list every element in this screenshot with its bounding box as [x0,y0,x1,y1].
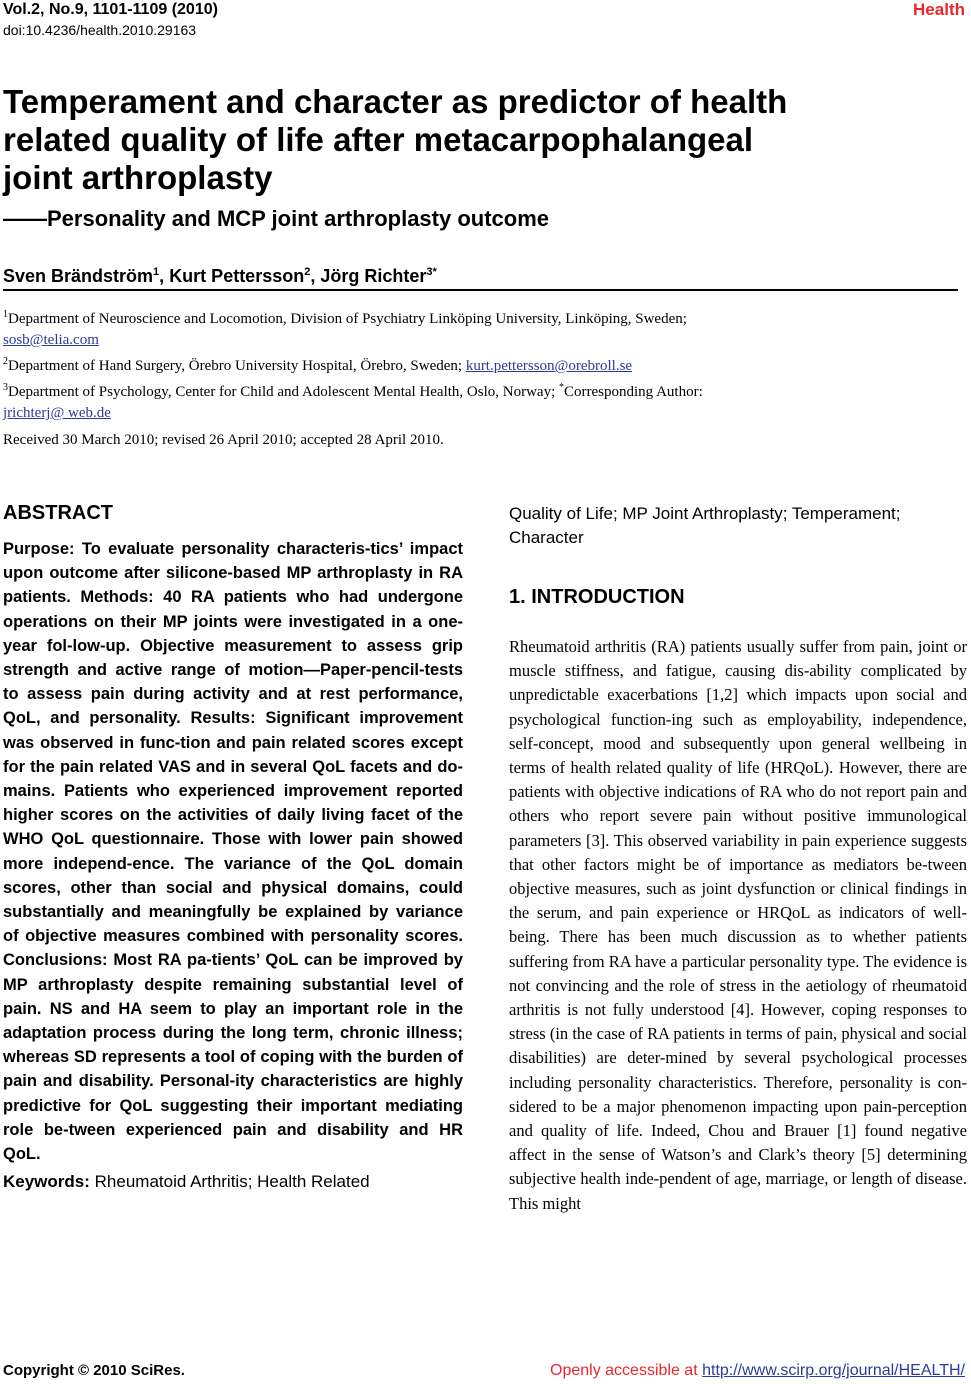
journal-url-link[interactable]: http://www.scirp.org/journal/HEALTH/ [702,1362,965,1379]
author-separator: , [310,266,321,286]
received-dates: Received 30 March 2010; revised 26 April 2010; accepted 28 April 2010. [3,432,444,448]
affiliation-number: 1 [3,309,8,320]
affiliation-2 [3,351,943,377]
copyright: Copyright © 2010 SciRes. [3,1362,185,1379]
keywords-label: Keywords: [3,1172,90,1192]
volume-info: Vol.2, No.9, 1101-1109 (2010) [3,1,218,18]
author-name: Kurt Pettersson [169,266,305,286]
corresponding-label: Corresponding Author: [564,384,703,400]
keywords-continued: Quality of Life; MP Joint Arthroplasty; Temperament; Character [509,504,901,547]
journal-name: Health [913,0,965,19]
affiliation-text: Department of Psychology, Center for Child and Adolescent Mental Health, Oslo, Norway; [8,384,559,400]
affiliation-1 [3,304,943,330]
introduction-text: Rheumatoid arthritis (RA) patients usually suffer from pain, joint or muscle stiffness, and fatigue, causing dis-ability complicated by unpredictable exacerbations [1,2] which impacts upon social and psychological function-ing such as employability, independence, self-concept, mood and subsequently upon general wellbeing in terms of health related quality of life (HRQoL). However, there are patients with objective indications of RA who do not report pain and others who report severe pain without positive immunological parameters [3]. This observed variability in pain experience suggests that other factors might be of importance as mediators be-tween objective measures, such as joint dysfunction or clinical findings in the serum, and pain experience or HRQoL as indicators of well-being. There has been much discussion as to whether patients suffering from RA have a particular personality type. The evidence is not convincing and the role of stress in the aetiology of rheumatoid arthritis is not fully understood [4]. However, coping responses to stress (in the case of RA patients in terms of pain, physical and social disabilities) are deter-mined by several psychological processes including personality characteristics. Therefore, personality is con-sidered to be a major phenomenon impacting upon pain-perception and quality of life. Indeed, Chou and Brauer [1] found negative affect in the sense of Watson’s and Clark’s theory [5] determining subjective health inde-pendent of age, marriage, or length of disease. This might [509,637,967,1213]
author-name: Sven Brändström [3,266,154,286]
author-affiliation-mark: 2 [304,266,311,278]
email-link[interactable]: kurt.pettersson@orebroll.se [465,358,633,374]
author-separator: , [159,266,170,286]
title-line: Temperament and character as predictor of health [3,83,788,120]
running-header [3,0,218,40]
title-line: joint arthroplasty [3,159,273,196]
title-line: related quality of life after metacarpophalangeal [3,121,754,158]
access-text: Openly accessible at [550,1362,703,1379]
paper-title [3,83,963,197]
affiliation-text: Department of Hand Surgery, Örebro University Hospital, Örebro, Sweden; [8,358,466,374]
paper-subtitle: ——Personality and MCP joint arthroplasty outcome [3,206,550,231]
author-affiliation-mark: 1 [153,266,160,278]
affiliation-number: 2 [3,356,8,367]
email-link[interactable]: sosb@telia.com [3,332,99,348]
affiliation-3-email [3,403,943,424]
author-list [3,259,437,289]
affiliation-3 [3,377,943,403]
keywords [3,1170,463,1194]
abstract-column [3,502,463,1194]
author-name: Jörg Richter [320,266,427,286]
doi: doi:10.4236/health.2010.29163 [3,22,197,38]
title-divider [3,289,958,291]
affiliation-number: 3 [3,382,8,393]
abstract-text: Purpose: To evaluate personality characteris-tics’ impact upon outcome after silicone-based MP arthroplasty in RA patients. Methods: 40 RA patients who had undergone operations on their MP joints were investigated in a one-year fol-low-up. Objective measurement to assess grip strength and active range of motion—Paper-pencil-tests to assess pain during activity and at rest performance, QoL, and personality. Results: Significant improvement was observed in func-tion and pain related scores except for the pain related VAS and in several QoL facets and do-mains. Patients who experienced improvement reported higher scores on the activities of daily living facet of the WHO QoL questionnaire. Those with lower pain showed more independ-ence. The variance of the QoL domain scores, other than social and physical domains, could substantially and meaningfully be explained by variance of objective measures combined with personality scores. Conclusions: Most RA pa-tients’ QoL can be improved by MP arthroplasty despite remaining substantial level of pain. NS and HA seem to play an important role in the adaptation process during the long term, chronic illness; whereas SD represents a tool of coping with the burden of pain and disability. Personal-ity characteristics are highly predictive for QoL suggesting their important mediating role be-tween experienced pain and disability and HR QoL. [3,540,463,1164]
email-link[interactable]: jrichterj@ web.de [3,405,111,421]
access-notice [550,1362,965,1380]
author-affiliation-mark: 3* [426,266,437,278]
abstract-heading: ABSTRACT [3,502,113,524]
section-heading: 1. INTRODUCTION [509,586,685,608]
affiliation-text: Department of Neuroscience and Locomotion, Division of Psychiatry Linköping University, Linköping, Sweden; [8,311,687,327]
corresponding-mark: * [559,382,564,393]
affiliation-1-email [3,330,943,351]
right-column [509,502,967,1216]
affiliations [3,304,943,424]
keywords-text: Rheumatoid Arthritis; Health Related [89,1172,370,1192]
